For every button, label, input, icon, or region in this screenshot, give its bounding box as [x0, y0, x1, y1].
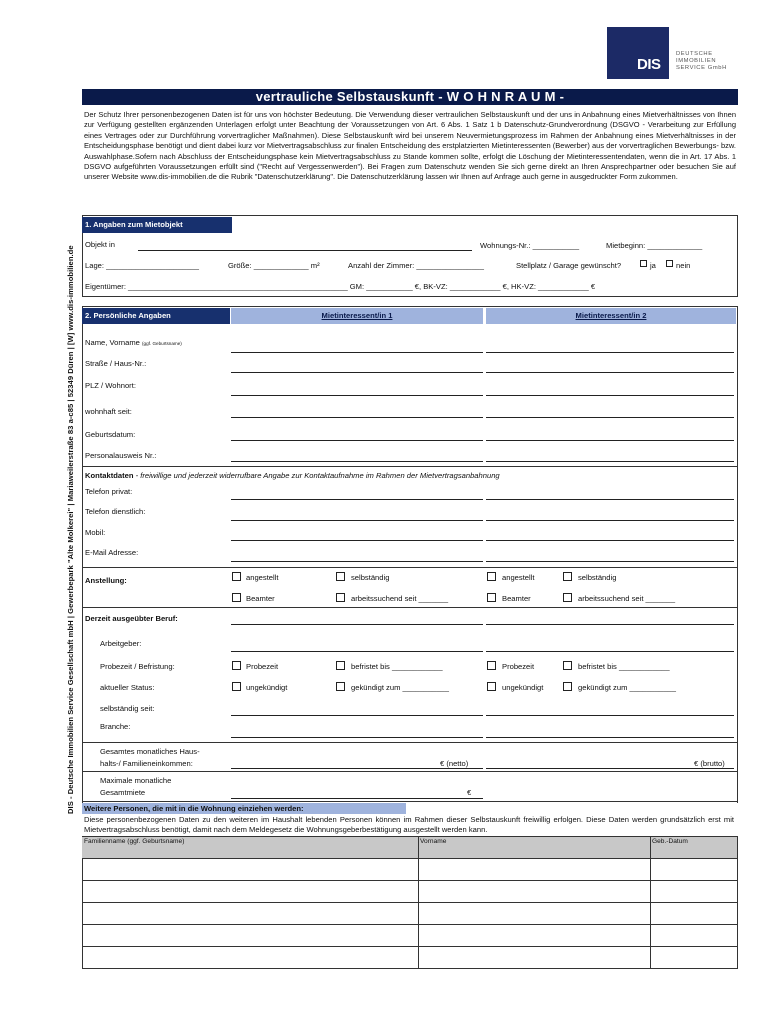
miete-divider [82, 771, 738, 772]
stellplatz-nein-label: nein [676, 261, 691, 270]
selbststaendig-seit-field-1[interactable] [231, 715, 483, 716]
ungekuendigt-label-1: ungekündigt [246, 683, 288, 692]
page-title: vertrauliche Selbstauskunft - W O H N R A U M - [82, 89, 738, 105]
name-field-2[interactable] [486, 352, 734, 353]
geburtsdatum-label: Geburtsdatum: [85, 430, 136, 439]
probezeit-checkbox-1[interactable] [232, 661, 241, 670]
stellplatz-label: Stellplatz / Garage gewünscht? [516, 261, 622, 270]
mobil-field-2[interactable] [486, 540, 734, 541]
kontakt-divider [82, 466, 738, 467]
angestellt-checkbox-2[interactable] [487, 572, 496, 581]
zimmer-field[interactable]: Anzahl der Zimmer: ________________ [348, 261, 484, 270]
arbeitssuchend-checkbox-2[interactable] [563, 593, 572, 602]
befristet-checkbox-2[interactable] [563, 661, 572, 670]
selbststaendig-seit-field-2[interactable] [486, 715, 734, 716]
tel-dienst-field-2[interactable] [486, 520, 734, 521]
table-top [82, 836, 738, 837]
einkommen-field-2[interactable] [486, 768, 734, 769]
netto-unit: € (netto) [440, 759, 469, 768]
geburtsdatum-field-1[interactable] [231, 440, 483, 441]
geburtsdatum-field-2[interactable] [486, 440, 734, 441]
name-field-1[interactable] [231, 352, 483, 353]
weitere-top-line [82, 801, 738, 802]
gekuendigt-checkbox-1[interactable] [336, 682, 345, 691]
stellplatz-nein-checkbox[interactable] [666, 260, 673, 267]
objekt-in-label: Objekt in [85, 240, 115, 249]
arbeitssuchend-checkbox-1[interactable] [336, 593, 345, 602]
befristet-checkbox-1[interactable] [336, 661, 345, 670]
probezeit-checkbox-2[interactable] [487, 661, 496, 670]
privacy-intro: Der Schutz Ihrer personenbezogenen Daten ist für uns von höchster Bedeutung. Die Verwendung dieser vertraulichen Selbstauskunft und der uns in Anbahnung eines Mietverhältnisses von Ihnen zur Verfügung gestellten ergänzenden Unterlagen erfolgt unter Beachtung der Voraussetzungen von Art. 6 Abs. 1 Satz 1 b Datenschutz-Grundverordnung (DSGVO - Verarbeitung zur Erfüllung eines Vertrages oder zur Durchführung vorvertraglicher Maßnahmen). Diese Selbstauskunft wird bei unserem Neuvermietungsprozess im Rahmen der Anbahnung eines Mietverhältnisses in der Entscheidungsphase benötigt und dient dabei kurz vor Mietvertragsabschluss zur finalen Entscheidung des erstplatzierten Mietinteressenten (Bewerber) aus der vorvertraglichen Bewerbungs- bzw. Auswahlphase.Sofern nach Abschluss der Entscheidungsphase kein Mietvertragsabschluss zu Stande kommen sollte, erfolgt die Löschung der Mietinteressentendaten, wenn die in Art. 17 Abs. 1 DSGVO aufgeführten Voraussetzungen erfüllt sind ("Recht auf Vergessenwerden"). Bei Fragen zum Datenschutz wenden Sie sich gerne direkt an Ihren Ansprechpartner oder besuchen Sie auf unserer Website www.dis-immobilien.de die Rubrik "Datenschutzerklärung". Die Datenschutzerklärung lassen wir Ihnen auf Anfrage auch gerne in ausgedruckter Form zukommen. [84, 110, 736, 182]
beruf-field-1[interactable] [231, 624, 483, 625]
plz-label: PLZ / Wohnort: [85, 381, 136, 390]
beamter-checkbox-1[interactable] [232, 593, 241, 602]
probezeit-label-2: Probezeit [502, 662, 535, 671]
einkommen-label: Gesamtes monatliches Haus- halts-/ Familieneinkommen: [100, 747, 200, 768]
arbeitgeber-field-2[interactable] [486, 651, 734, 652]
col-familienname: Familienname (ggf. Geburtsname) [82, 837, 418, 858]
branche-field-1[interactable] [231, 737, 483, 738]
wohnhaft-field-2[interactable] [486, 417, 734, 418]
probezeit-label-1: Probezeit [246, 662, 279, 671]
section1-bottom-line [82, 296, 738, 297]
table-row[interactable] [82, 880, 738, 881]
ungekuendigt-checkbox-2[interactable] [487, 682, 496, 691]
arbeitgeber-field-1[interactable] [231, 651, 483, 652]
table-header-bottom [82, 858, 738, 859]
plz-field-2[interactable] [486, 395, 734, 396]
stellplatz-ja-label: ja [650, 261, 656, 270]
logo-mark: DIS [637, 56, 661, 73]
strasse-field-1[interactable] [231, 372, 483, 373]
gekuendigt-label-1: gekündigt zum ___________ [351, 683, 449, 692]
status-row-label: aktueller Status: [100, 683, 155, 692]
logo-wordmark: DEUTSCHE IMMOBILIEN SERVICE GmbH [676, 51, 727, 71]
einkommen-divider [82, 742, 738, 743]
ungekuendigt-checkbox-1[interactable] [232, 682, 241, 691]
ungekuendigt-label-2: ungekündigt [502, 683, 544, 692]
section2-frame [82, 306, 738, 803]
selbststaendig-seit-label: selbständig seit: [100, 704, 155, 713]
anstellung-divider [82, 567, 738, 568]
wohnhaft-label: wohnhaft seit: [85, 407, 132, 416]
anstellung-label: Anstellung: [85, 576, 127, 585]
col-vorname: Vorname [418, 837, 650, 858]
arbeitssuchend-label-2: arbeitssuchend seit _______ [578, 594, 676, 603]
stellplatz-ja-checkbox[interactable] [640, 260, 647, 267]
lage-field[interactable]: Lage: ______________________ [85, 261, 200, 270]
col-head-interessent-2: Mietinteressent/in 2 [486, 308, 736, 324]
gekuendigt-checkbox-2[interactable] [563, 682, 572, 691]
email-label: E-Mail Adresse: [85, 548, 139, 557]
section1-top-line [82, 215, 738, 216]
ausweis-field-1[interactable] [231, 461, 483, 462]
objekt-in-field[interactable] [138, 250, 472, 251]
plz-field-1[interactable] [231, 395, 483, 396]
mobil-label: Mobil: [85, 528, 106, 537]
mietbeginn-field[interactable]: Mietbeginn: _____________ [606, 241, 703, 250]
angestellt-checkbox-1[interactable] [232, 572, 241, 581]
name-label: Name, Vorname (ggf. Geburtsname) [85, 338, 182, 347]
beruf-divider [82, 607, 738, 608]
groesse-field[interactable]: Größe: _____________ m² [228, 261, 320, 270]
strasse-label: Straße / Haus-Nr.: [85, 359, 147, 368]
section2-header: 2. Persönliche Angaben [82, 308, 230, 324]
col-head-interessent-1: Mietinteressent/in 1 [231, 308, 483, 324]
weitere-text: Diese personenbezogenen Daten zu den weiteren im Haushalt lebenden Personen können im Rahmen dieser Selbstauskunft freiwillig erfolgen. Diese Daten werden grundsätzlich erst mit Mietvertragsabschluss benötigt, damit nach dem Meldegesetz die Wohnungsgeberbestätigung ausgestellt werden kann. [84, 815, 734, 835]
angestellt-label-2: angestellt [502, 573, 535, 582]
email-field-1[interactable] [231, 561, 483, 562]
miete-label: Maximale monatliche Gesamtmiete [100, 776, 172, 797]
beamter-checkbox-2[interactable] [487, 593, 496, 602]
table-row[interactable] [82, 946, 738, 947]
tel-privat-field-1[interactable] [231, 499, 483, 500]
miete-field[interactable] [231, 798, 483, 799]
arbeitgeber-label: Arbeitgeber: [100, 639, 142, 648]
mobil-field-1[interactable] [231, 540, 483, 541]
probezeit-row-label: Probezeit / Befristung: [100, 662, 175, 671]
col-geburtsdatum: Geb.-Datum [650, 837, 737, 858]
wohnhaft-field-1[interactable] [231, 417, 483, 418]
table-bottom [82, 968, 738, 969]
tel-dienst-field-1[interactable] [231, 520, 483, 521]
branche-field-2[interactable] [486, 737, 734, 738]
section2-top-line [82, 306, 738, 307]
branche-label: Branche: [100, 722, 131, 731]
gekuendigt-label-2: gekündigt zum ___________ [578, 683, 676, 692]
weitere-header: Weitere Personen, die mit in die Wohnung einziehen werden: [82, 803, 406, 814]
befristet-label-2: befristet bis ____________ [578, 662, 670, 671]
beamter-label-1: Beamter [246, 594, 275, 603]
table-row[interactable] [82, 902, 738, 903]
section1-header: 1. Angaben zum Mietobjekt [82, 217, 232, 233]
ausweis-label: Personalausweis Nr.: [85, 451, 157, 460]
company-address-vertical: DIS - Deutsche Immobilien Service Gesellschaft mbH | Gewerbepark "Alte Molkerei" | Mariaweilerstraße 83 a-c85 | 52349 Düren | [W] www.dis-immobilien.de [66, 245, 75, 814]
brutto-unit: € (brutto) [694, 759, 725, 768]
table-row[interactable] [82, 924, 738, 925]
beamter-label-2: Beamter [502, 594, 531, 603]
strasse-field-2[interactable] [486, 372, 734, 373]
kontaktdaten-heading: Kontaktdaten - freiwillige und jederzeit widerrufbare Angabe zur Kontaktaufnahme im Rahmen der Mietvertragsanbahnung [85, 471, 500, 480]
befristet-label-1: befristet bis ____________ [351, 662, 443, 671]
beruf-label: Derzeit ausgeübter Beruf: [85, 614, 178, 623]
selbstaendig-label-1: selbständig [351, 573, 390, 582]
ausweis-field-2[interactable] [486, 461, 734, 462]
tel-privat-label: Telefon privat: [85, 487, 133, 496]
beruf-field-2[interactable] [486, 624, 734, 625]
selbstaendig-label-2: selbständig [578, 573, 617, 582]
wohnungs-nr-field[interactable]: Wohnungs-Nr.: ___________ [480, 241, 580, 250]
selbstaendig-checkbox-1[interactable] [336, 572, 345, 581]
einkommen-field-1[interactable] [231, 768, 483, 769]
eigentuemer-field[interactable]: Eigentümer: ____________________________________________________ GM: ___________ €, BK-VZ: ____________ €, HK-VZ: ____________ € [85, 282, 596, 291]
angestellt-label-1: angestellt [246, 573, 279, 582]
table-col-divider [418, 836, 419, 968]
selbstaendig-checkbox-2[interactable] [563, 572, 572, 581]
miete-euro-unit: € [467, 788, 472, 797]
arbeitssuchend-label-1: arbeitssuchend seit _______ [351, 594, 449, 603]
tel-privat-field-2[interactable] [486, 499, 734, 500]
email-field-2[interactable] [486, 561, 734, 562]
table-col-divider [650, 836, 651, 968]
tel-dienst-label: Telefon dienstlich: [85, 507, 146, 516]
